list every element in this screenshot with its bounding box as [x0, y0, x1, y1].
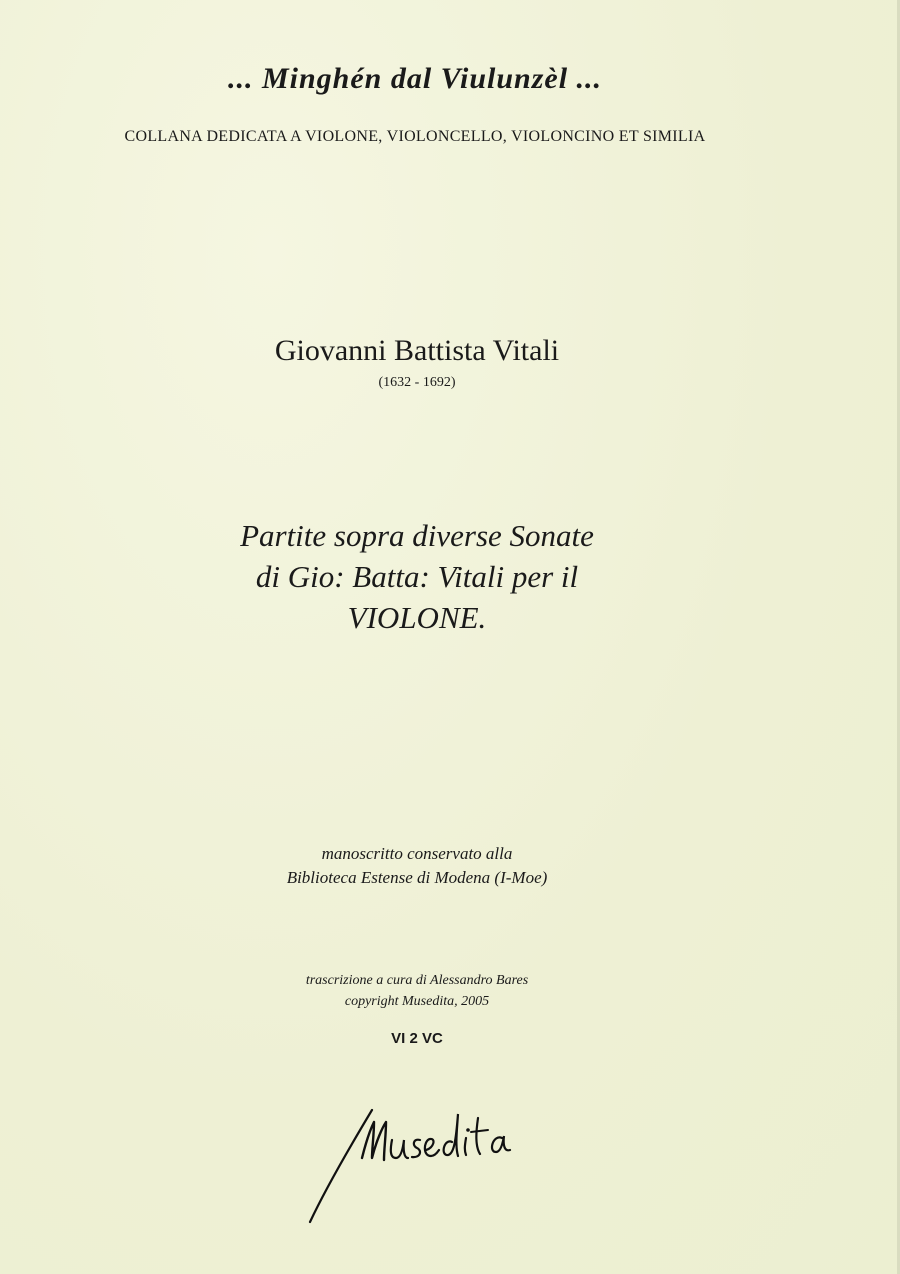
work-title-line: di Gio: Batta: Vitali per il: [255, 559, 579, 594]
work-title-line: Partite sopra diverse Sonate: [240, 518, 594, 553]
source-line: manoscritto conservato alla: [321, 844, 513, 863]
credits-line: trascrizione a cura di Alessandro Bares: [305, 973, 529, 988]
series-subtitle: COLLANA DEDICATA A VIOLONE, VIOLONCELLO, VIOLONCINO ET SIMILIA: [124, 128, 706, 145]
work-title: [0, 515, 834, 638]
composer-name: Giovanni Battista Vitali: [274, 334, 560, 367]
source-note: [0, 842, 834, 890]
source-line: Biblioteca Estense di Modena (I-Moe): [286, 868, 548, 887]
publisher-logo: [300, 1080, 540, 1230]
catalog-code: VI 2 VC: [391, 1030, 443, 1047]
composer-dates: (1632 - 1692): [378, 375, 456, 390]
credits-line: copyright Musedita, 2005: [344, 994, 490, 1009]
series-title: ... Minghén dal Viulunzèl ...: [227, 62, 603, 95]
credits: [0, 970, 834, 1012]
work-title-line: VIOLONE.: [347, 600, 487, 635]
